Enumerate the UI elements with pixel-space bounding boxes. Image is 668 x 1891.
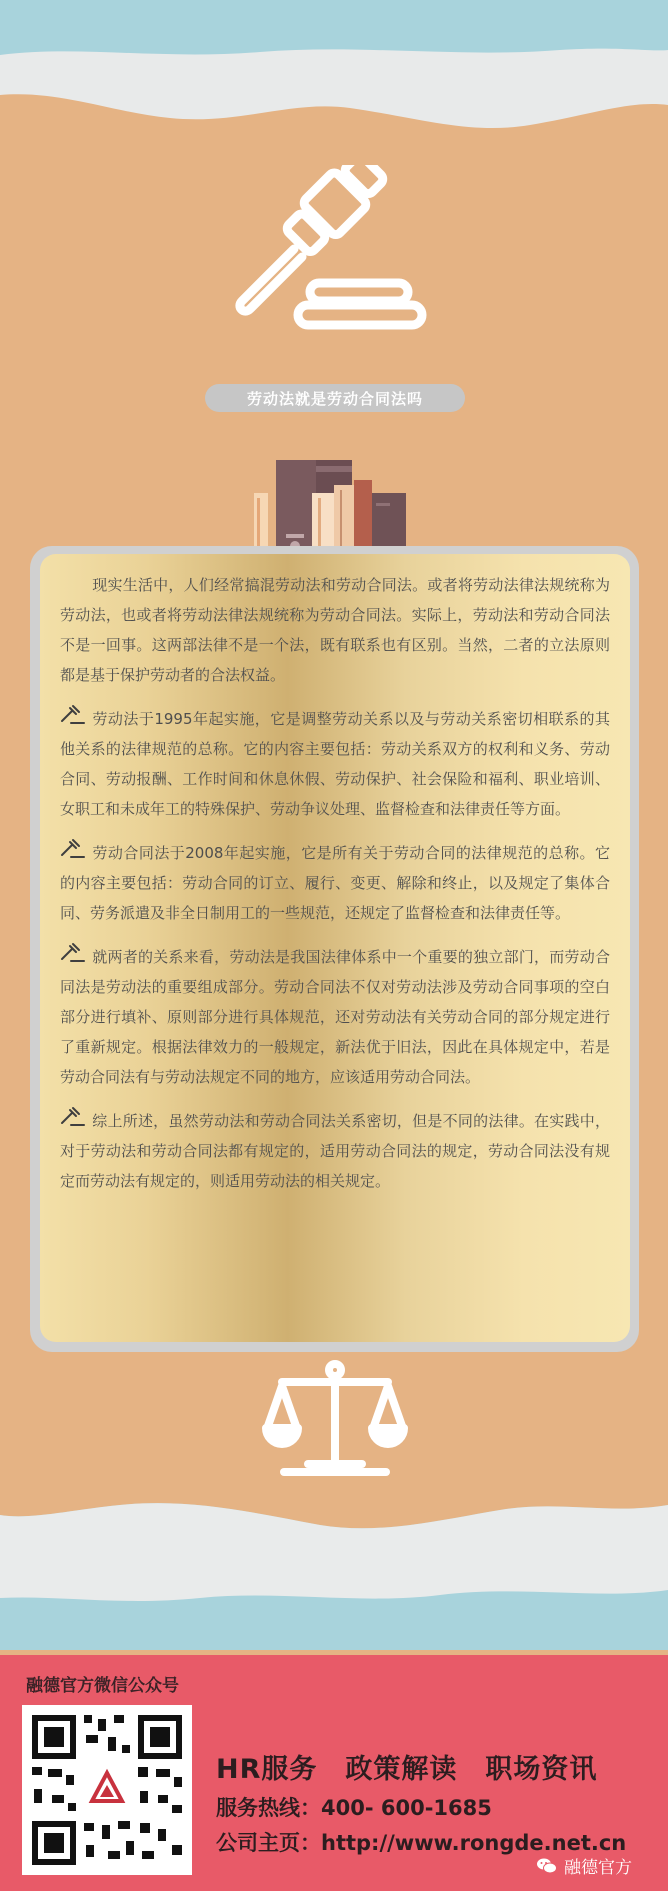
service-hotline: 服务热线：400- 600-1685	[216, 1796, 492, 1820]
paragraph-text: 综上所述，虽然劳动法和劳动合同法关系密切，但是不同的法律。在实践中，对于劳动法和劳动合同法都有规定的，适用劳动合同法的规定，劳动合同法没有规定而劳动法有规定的，则适用劳动法的相关规定。	[60, 1112, 610, 1190]
page-title: 劳动法就是劳动合同法吗	[205, 384, 465, 412]
paragraph-summary	[60, 1106, 610, 1196]
wechat-account-label: 融德官方微信公众号	[26, 1676, 179, 1696]
paragraph-text: 就两者的关系来看，劳动法是我国法律体系中一个重要的独立部门，而劳动合同法是劳动法的重要组成部分。劳动合同法不仅对劳动法涉及劳动合同事项的空白部分进行填补、原则部分进行具体规范，还对劳动法有关劳动合同的部分规定进行了重新规定。根据法律效力的一般规定，新法优于旧法，因此在具体规定中，若是劳动合同法有与劳动法规定不同的地方，应该适用劳动合同法。	[60, 948, 610, 1086]
footer	[0, 1655, 668, 1891]
small-hammer-icon	[58, 1106, 86, 1128]
paragraph-contract-law	[60, 838, 610, 928]
paragraph-text: 劳动法于1995年起实施，它是调整劳动关系以及与劳动关系密切相联系的其他关系的法律规范的总称。它的内容主要包括：劳动关系双方的权利和义务、劳动合同、劳动报酬、工作时间和休息休假、劳动保护、社会保险和福利、职业培训、女职工和未成年工的特殊保护、劳动争议处理、监督检查和法律责任等方面。	[60, 710, 610, 818]
homepage-link[interactable]: 公司主页：http://www.rongde.net.cn	[216, 1831, 627, 1855]
scale-icon	[262, 1360, 408, 1482]
watermark-text: 融德官方	[564, 1858, 632, 1878]
content-card	[40, 554, 630, 1342]
paragraph-intro	[60, 570, 610, 690]
small-hammer-icon	[58, 704, 86, 726]
watermark	[536, 1853, 632, 1878]
small-hammer-icon	[58, 838, 86, 860]
paragraph-labor-law	[60, 704, 610, 824]
books-icon	[252, 458, 418, 558]
paragraph-text: 现实生活中，人们经常搞混劳动法和劳动合同法。或者将劳动法律法规统称为劳动法，也或者将劳动法律法规统称为劳动合同法。实际上，劳动法和劳动合同法不是一回事。这两部法律不是一个法，既有联系也有区别。当然，二者的立法原则都是基于保护劳动者的合法权益。	[60, 576, 610, 684]
services-list: HR服务 政策解读 职场资讯	[216, 1754, 598, 1785]
small-hammer-icon	[58, 942, 86, 964]
paragraph-text: 劳动合同法于2008年起实施，它是所有关于劳动合同的法律规范的总称。它的内容主要包括：劳动合同的订立、履行、变更、解除和终止，以及规定了集体合同、劳务派遣及非全日制用工的一些规范，还规定了监督检查和法律责任等。	[60, 844, 610, 922]
paragraph-relationship	[60, 942, 610, 1092]
wechat-icon	[536, 1857, 558, 1875]
qr-code[interactable]	[22, 1705, 192, 1875]
gavel-icon	[230, 165, 440, 330]
